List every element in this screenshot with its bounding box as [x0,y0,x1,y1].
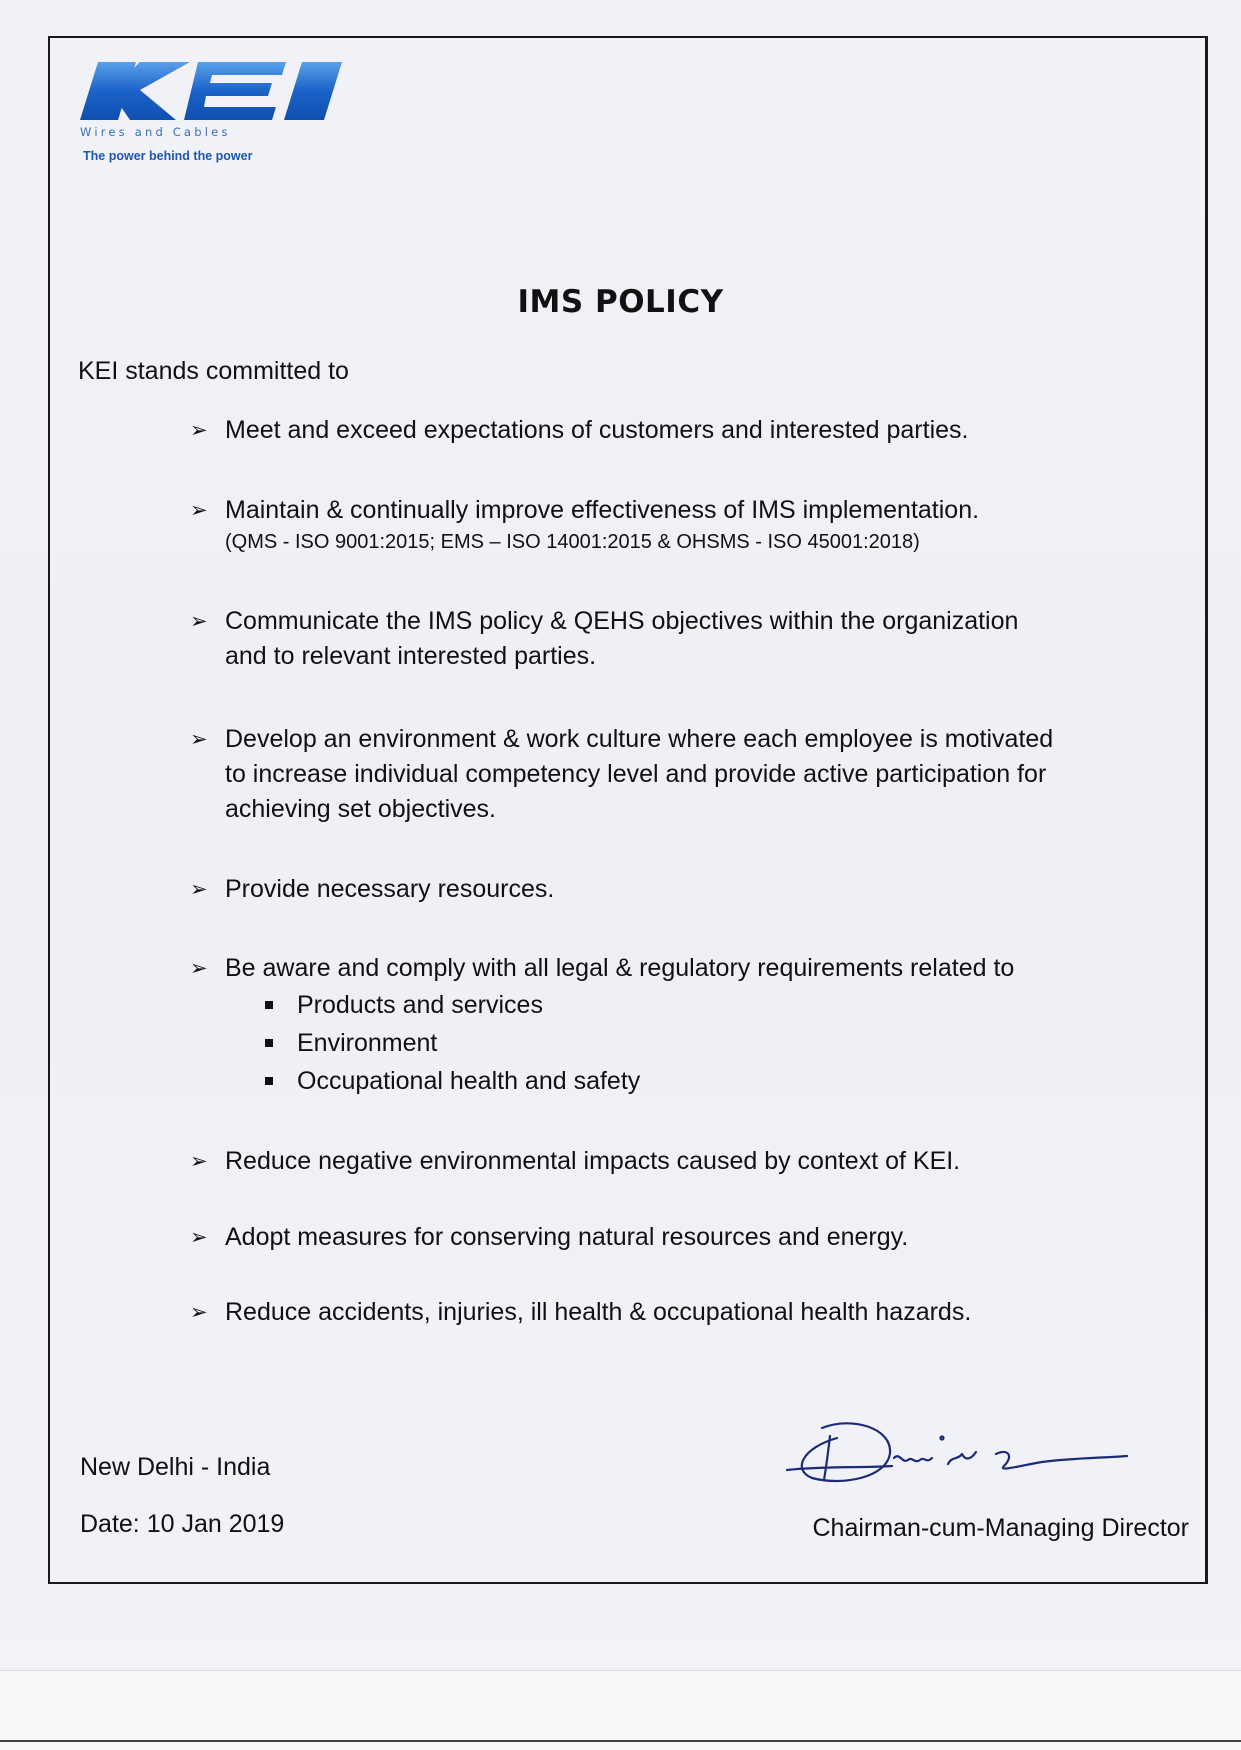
logo-subtitle: Wires and Cables [80,125,231,139]
list-item: Occupational health and safety [265,1062,640,1100]
scan-margin [0,1670,1241,1750]
policy-item-text: Be aware and comply with all legal & regulatory requirements related to [225,954,1015,982]
policy-item-text: Meet and exceed expectations of customers and interested parties. [225,416,969,444]
policy-item-text: Communicate the IMS policy & QEHS objectives within the organization [225,607,1019,635]
requirement-list [265,986,640,1100]
policy-item-text: Reduce negative environmental impacts caused by context of KEI. [225,1147,961,1175]
policy-item-standards: (QMS - ISO 9001:2015; EMS – ISO 14001:2015 & OHSMS - ISO 45001:2018) [225,531,920,553]
policy-item-text: Adopt measures for conserving natural resources and energy. [225,1223,909,1251]
policy-item-text: Maintain & continually improve effectiveness of IMS implementation. [225,496,980,524]
kei-logo-mark [80,58,350,128]
logo-tagline: The power behind the power [83,149,253,163]
policy-item-text: Reduce accidents, injuries, ill health & occupational health hazards. [225,1298,972,1326]
intro-text: KEI stands committed to [78,357,349,385]
policy-item-text: achieving set objectives. [225,795,496,823]
arrow-bullet-icon: ➢ [190,1225,208,1249]
scan-edge-line [0,1740,1241,1742]
arrow-bullet-icon: ➢ [190,956,208,980]
policy-item-text: to increase individual competency level and provide active participation for [225,760,1047,788]
arrow-bullet-icon: ➢ [190,727,208,751]
arrow-bullet-icon: ➢ [190,609,208,633]
arrow-bullet-icon: ➢ [190,498,208,522]
arrow-bullet-icon: ➢ [190,418,208,442]
arrow-bullet-icon: ➢ [190,877,208,901]
list-item: Environment [265,1024,640,1062]
policy-item-text: Develop an environment & work culture where each employee is motivated [225,725,1054,753]
arrow-bullet-icon: ➢ [190,1300,208,1324]
list-item: Products and services [265,986,640,1024]
policy-item-text: Provide necessary resources. [225,875,555,903]
arrow-bullet-icon: ➢ [190,1149,208,1173]
date-text: Date: 10 Jan 2019 [80,1510,285,1538]
policy-item-text: and to relevant interested parties. [225,642,597,670]
location-text: New Delhi - India [80,1453,271,1481]
page-title: IMS POLICY [517,284,724,320]
signature-image [782,1408,1142,1508]
signatory-title: Chairman-cum-Managing Director [812,1514,1189,1542]
